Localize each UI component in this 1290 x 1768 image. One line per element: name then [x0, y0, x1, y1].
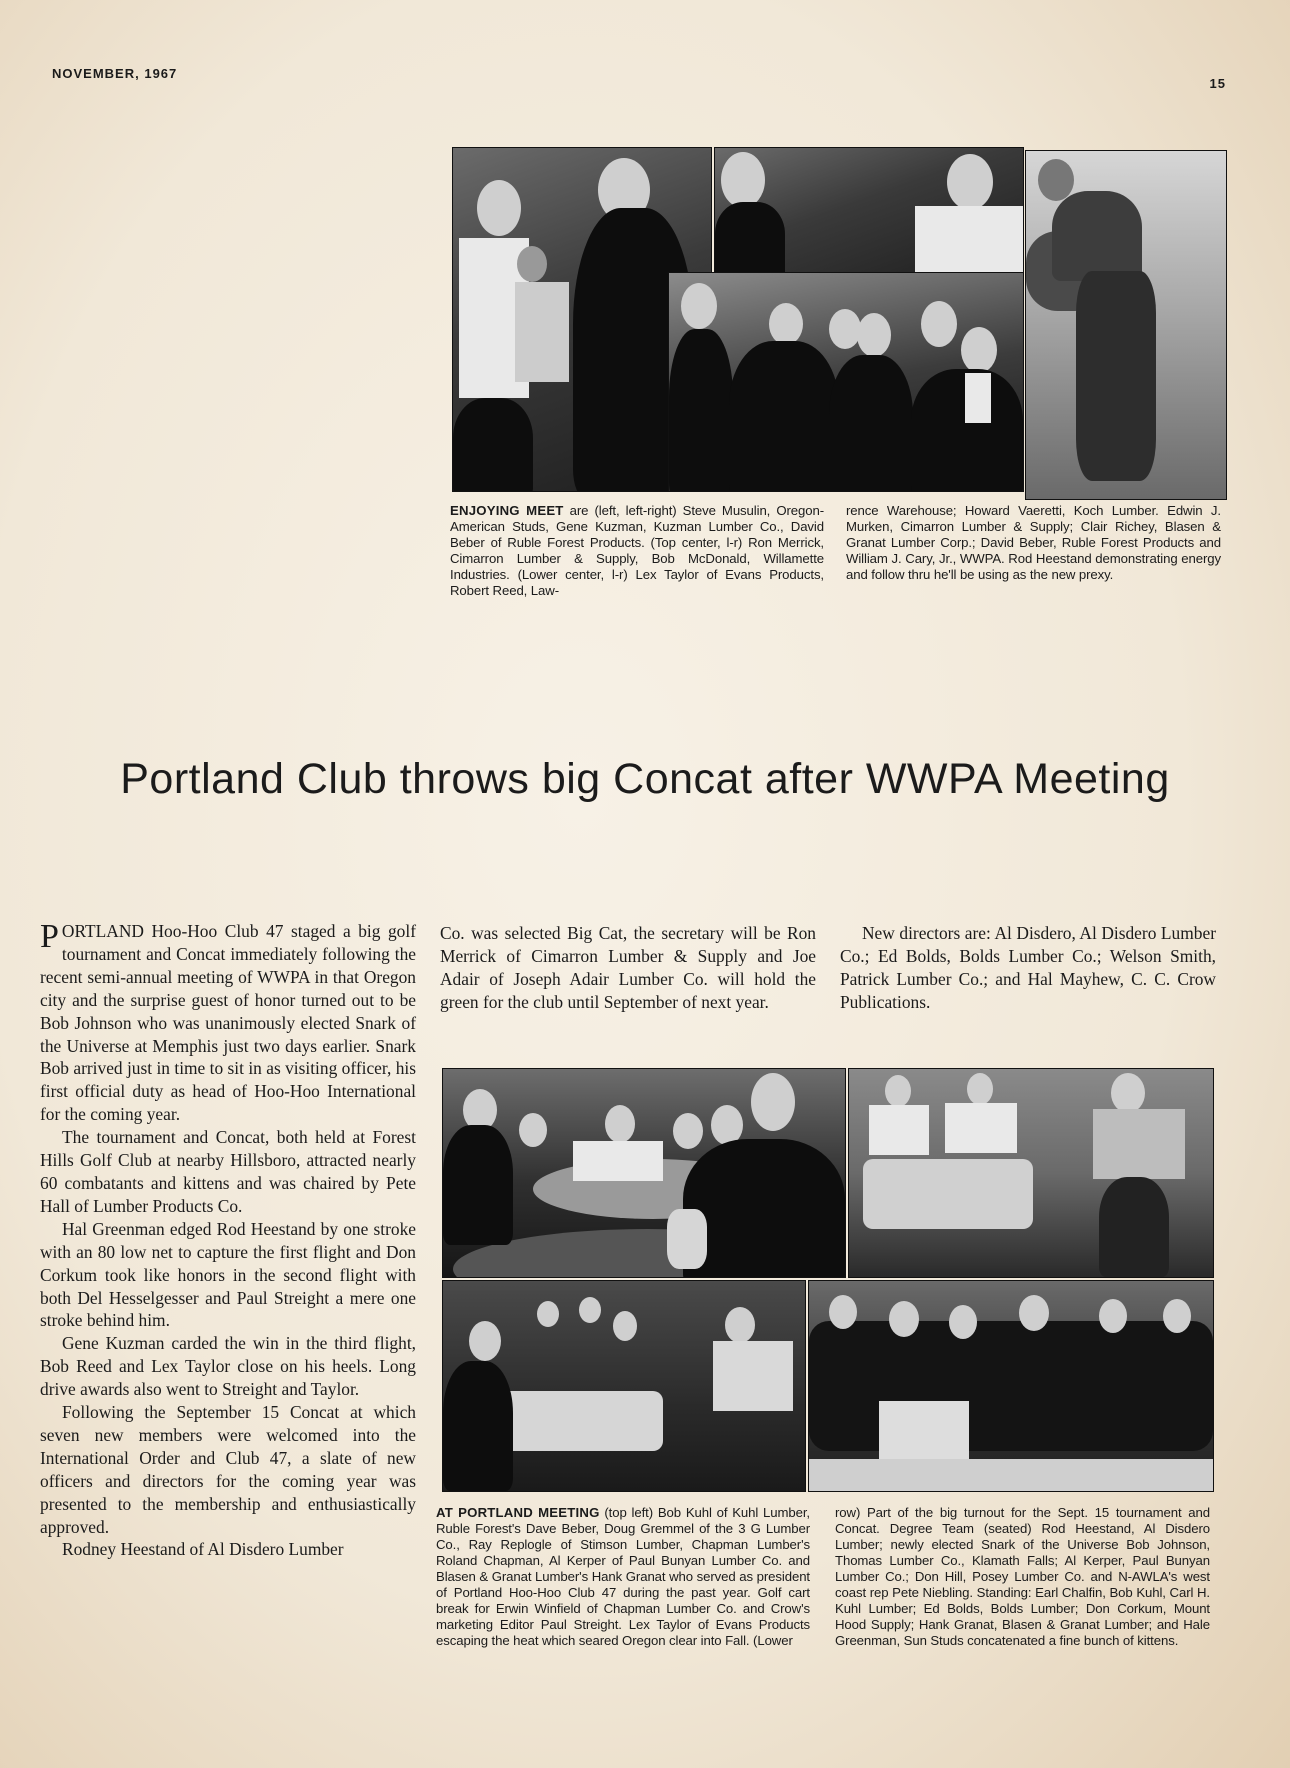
caption-text: (top left) Bob Kuhl of Kuhl Lumber, Ruble Forest's Dave Beber, Doug Gremmel of the 3 G Lumber Co., Ray Replogle of Stimson Lumber, Chapman Lumber's Roland Chapman, Al Kerper of Paul Bunyan Lumber Co. and Blasen & Granat Lumber's Hank Granat who served as president of Portland Hoo-Hoo Club 47 during the past year. Golf cart break for Erwin Winfield of Chapman Lumber Co. and Crow's marketing Editor Paul Streight. Lex Taylor of Evans Products escaping the heat which seared Oregon clear into Fall. (Lower — [436, 1505, 810, 1648]
photo-table-group — [442, 1068, 846, 1278]
photo-lower-center — [668, 272, 1024, 492]
article-paragraph: PORTLAND Hoo-Hoo Club 47 staged a big golf tournament and Concat immediately following the recent semi-annual meeting of WWPA in that Oregon city and the surprise guest of honor turned out to be Bob Johnson who was unanimously elected Snark of the Universe at Memphis just two days earlier. Snark Bob arrived just in time to sit in as visiting officer, his first official duty as head of Hoo-Hoo International for the coming year. — [40, 918, 416, 1125]
caption-text: rence Warehouse; Howard Vaeretti, Koch Lumber. Edwin J. Murken, Cimarron Lumber & Supply; Clair Richey, Blasen & Granat Lumber Corp.; David Beber, Ruble Forest Products and William J. Cary, Jr., WWPA. Rod Heestand demonstrating energy and follow thru he'll be using as the new prexy. — [846, 503, 1221, 582]
bottom-photo-caption-col1 — [436, 1505, 810, 1649]
article-column-1 — [40, 920, 416, 1561]
bottom-photo-caption-col2 — [835, 1505, 1210, 1649]
photo-golfer-swing — [1025, 150, 1227, 500]
headline: Portland Club throws big Concat after WWPA Meeting — [120, 755, 1170, 803]
caption-text: row) Part of the big turnout for the Sept. 15 tournament and Concat. Degree Team (seated) Rod Heestand, Al Disdero Lumber; newly elected Snark of the Universe Bob Johnson, Thomas Lumber Co., Klamath Falls; Al Kerper, Paul Bunyan Lumber Co.; Don Hill, Posey Lumber Co. and N-AWLA's west coast rep Pete Niebling. Standing: Earl Chalfin, Bob Kuhl, Carl H. Kuhl Lumber; Ed Bolds, Bolds Lumber; Don Corkum, Mount Hood Supply; Hank Granat, Blasen & Granat Lumber; and Hale Greenman, Sun Studs concatenated a fine bunch of kittens. — [835, 1505, 1210, 1648]
page-number: 15 — [1209, 76, 1226, 91]
photo-golf-cart — [848, 1068, 1214, 1278]
article-paragraph: Hal Greenman edged Rod Heestand by one stroke with an 80 low net to capture the first flight and Don Corkum took like honors in the second flight with both Del Hesselgesser and Paul Streight a mere one stroke behind him. — [40, 1218, 416, 1331]
article-paragraph: Following the September 15 Concat at which seven new members were welcomed into the International Order and Club 47, a slate of new officers and directors for the coming year was presented to the membership and enthusiastically approved. — [40, 1402, 416, 1537]
drop-cap: P — [40, 918, 59, 955]
article-paragraph: Rodney Heestand of Al Disdero Lumber — [62, 1539, 344, 1560]
article-column-2 — [440, 922, 816, 1014]
photo-top-center — [714, 147, 1024, 273]
article-paragraph: The tournament and Concat, both held at Forest Hills Golf Club at nearby Hillsboro, attracted nearly 60 combatants and kittens and was chaired by Pete Hall of Lumber Products Co. — [40, 1127, 416, 1216]
article-column-3 — [840, 922, 1216, 1014]
caption-text: are (left, left-right) Steve Musulin, Oregon-American Studs, Gene Kuzman, Kuzman Lumber Co., David Beber of Ruble Forest Products. (Top center, l-r) Ron Merrick, Cimarron Lumber & Supply, Bob McDonald, Willamette Industries. (Lower center, l-r) Lex Taylor of Evans Products, Robert Reed, Law- — [450, 503, 824, 598]
top-photo-caption-col1 — [450, 503, 824, 599]
article-paragraph: Gene Kuzman carded the win in the third flight, Bob Reed and Lex Taylor close on his heels. Long drive awards also went to Streight and Taylor. — [40, 1333, 416, 1400]
top-photo-caption-col2 — [846, 503, 1221, 583]
issue-date: NOVEMBER, 1967 — [52, 66, 178, 81]
photo-degree-team — [808, 1280, 1214, 1492]
caption-lead: ENJOYING MEET — [450, 503, 564, 518]
article-paragraph: Co. was selected Big Cat, the secretary will be Ron Merrick of Cimarron Lumber & Supply and Joe Adair of Joseph Adair Lumber Co. will hold the green for the club until September of next year. — [440, 923, 816, 1012]
article-paragraph: New directors are: Al Disdero, Al Disdero Lumber Co.; Ed Bolds, Bolds Lumber Co.; Welson Smith, Patrick Lumber Co.; and Hal Mayhew, C. C. Crow Publications. — [840, 923, 1216, 1012]
photo-banquet — [442, 1280, 806, 1492]
caption-lead: AT PORTLAND MEETING — [436, 1505, 600, 1520]
